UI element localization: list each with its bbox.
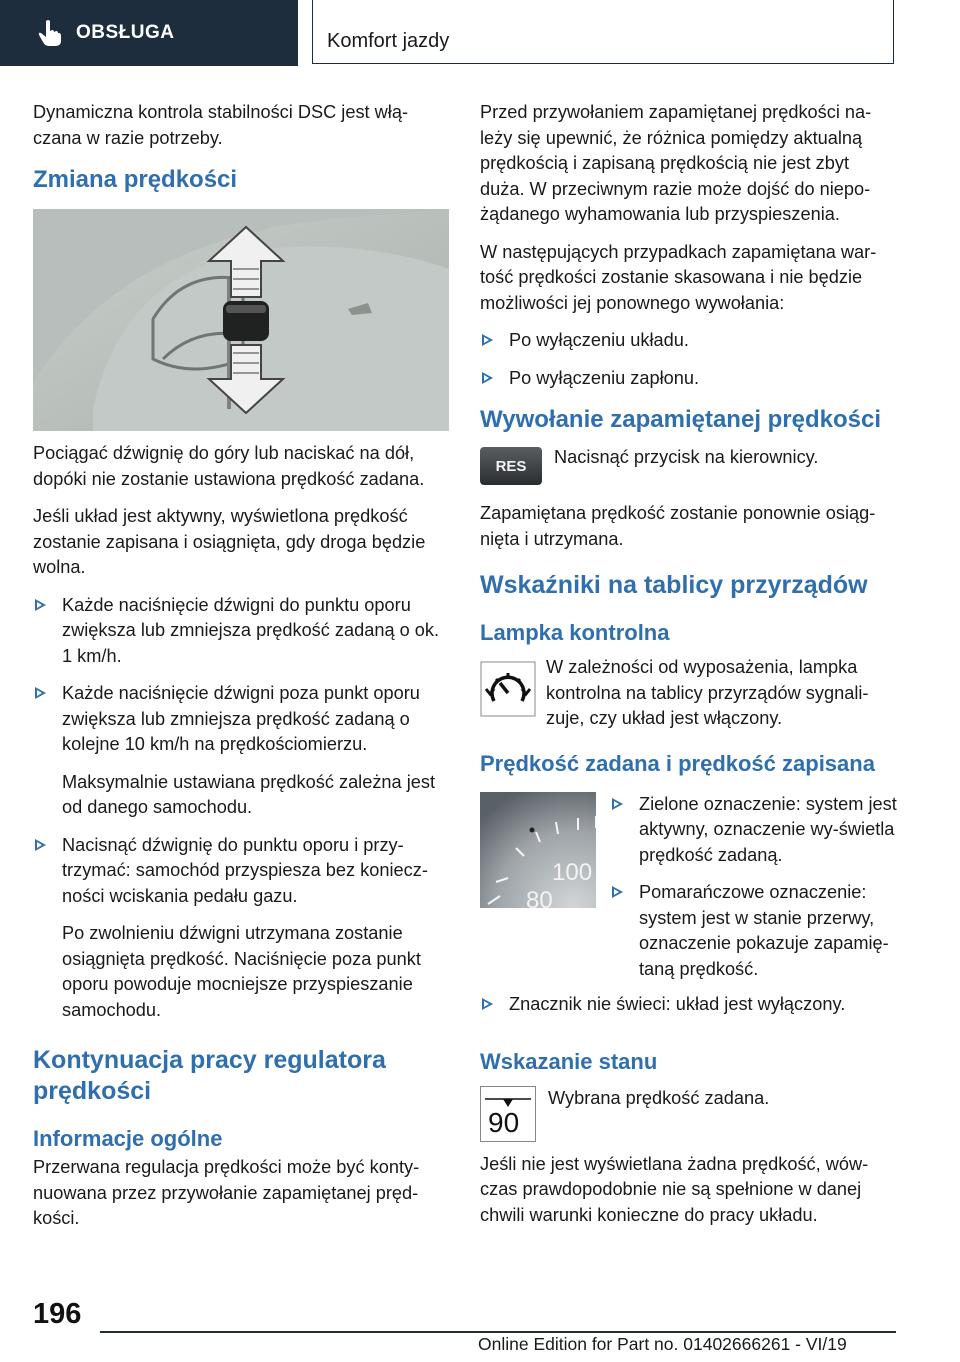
intro-paragraph: Dynamiczna kontrola stabilności DSC jest włą‐czana w razie potrzeby.	[33, 102, 409, 148]
cruise-control-lamp-icon	[480, 661, 536, 717]
heading-change-speed: Zmiana prędkości	[33, 166, 238, 193]
bullet-10kmh-note: Maksymalnie ustawiana prędkość zależna jest od danego samochodu.	[62, 771, 436, 817]
section-tab	[0, 0, 298, 66]
lamp-text: W zależności od wyposażenia, lampka kontrolna na tablicy przyrządów sygnali‐zuje, czy układ jest włączony.	[546, 657, 869, 728]
heading-general: Informacje ogólne	[33, 1126, 223, 1151]
paragraph-active: Jeśli układ jest aktywny, wyświetlona prędkość zostanie zapisana i osiągnięta, gdy droga będzie wolna.	[33, 506, 426, 577]
res-row	[480, 445, 898, 485]
hand-pointer-icon	[38, 19, 62, 47]
bullet-10kmh: Każde naciśnięcie dźwigni poza punkt oporu zwiększa lub zmniejsza prędkość zadaną o kolejne 10 km/h na prędkościomierzu.	[33, 681, 449, 758]
bullet-system-off: Po wyłączeniu układu.	[480, 328, 898, 354]
gauge-label-80: 80	[526, 886, 553, 908]
left-column	[33, 100, 449, 1244]
bullet-no-marker: Znacznik nie świeci: układ jest wyłączony.	[480, 992, 898, 1018]
status-display-icon	[480, 1086, 536, 1142]
bullet-hold-note: Po zwolnieniu dźwigni utrzymana zostanie osiągnięta prędkość. Naciśnięcie poza punkt oporu powoduje mocniejsze przyspieszanie samochodu.	[62, 923, 421, 1020]
gauge-label-100: 100	[552, 858, 593, 886]
steering-wheel-lever-image	[33, 209, 449, 431]
heading-status: Wskazanie stanu	[480, 1048, 658, 1074]
bullet-1kmh: Każde naciśnięcie dźwigni do punktu oporu zwiększa lub zmniejsza prędkość zadaną o ok. 1 km/h.	[33, 593, 449, 670]
res-button-icon	[480, 447, 542, 485]
page-number: 196	[33, 1298, 82, 1330]
heading-recall: Wywołanie zapamiętanej prędkości	[480, 406, 882, 433]
heading-continue: Kontynuacja pracy regulatora prędkości	[33, 1046, 386, 1105]
res-text: Nacisnąć przycisk na kierownicy.	[554, 447, 819, 467]
status-row	[480, 1086, 898, 1142]
paragraph-no-speed: Jeśli nie jest wyświetlana żadna prędkość, wów‐czas prawdopodobnie nie są spełnione w danej chwili warunki konieczne do pracy układu.	[480, 1153, 869, 1225]
status-speed-value: 90	[488, 1106, 520, 1138]
gauge-bullets	[610, 792, 898, 983]
paragraph-pull-lever: Pociągać dźwignię do góry lub naciskać na dół, dopóki nie zostanie ustawiona prędkość zadana.	[33, 443, 425, 489]
bullet-green: Zielone oznaczenie: system jest aktywny, oznaczenie wy‐świetla prędkość zadaną.	[610, 792, 898, 869]
bullet-ignition-off: Po wyłączeniu zapłonu.	[480, 366, 898, 392]
bullet-hold: Nacisnąć dźwignię do punktu oporu i przy‐trzymać: samochód przyspiesza bez koniecz‐ności wciskania pedału gazu.	[33, 833, 449, 910]
lamp-row	[480, 655, 898, 732]
footer-divider	[100, 1331, 896, 1333]
section-title: OBSŁUGA	[76, 22, 175, 43]
heading-indicators: Wskaźniki na tablicy przyrządów	[480, 571, 868, 599]
paragraph-before-recall: Przed przywołaniem zapamiętanej prędkości na‐leży się upewnić, że różnica pomiędzy aktualną prędkością i zapisaną prędkością nie jest zbyt duża. W przeciwnym razie może dojść do niepo‐żądanego wyhamowania lub przyspieszenia.	[480, 102, 872, 224]
paragraph-cases: W następujących przypadkach zapamiętana war‐tość prędkości zostanie skasowana i nie będzie możliwości jej ponownego wywołania:	[480, 241, 877, 313]
heading-speed: Prędkość zadana i prędkość zapisana	[480, 750, 875, 776]
status-text: Wybrana prędkość zadana.	[548, 1087, 770, 1108]
heading-lamp: Lampka kontrolna	[480, 620, 670, 645]
paragraph-recalled: Zapamiętana prędkość zostanie ponownie osiąg‐nięta i utrzymana.	[480, 503, 876, 549]
right-column	[480, 100, 898, 1240]
edition-note: Online Edition for Part no. 01402666261 - VI/19	[478, 1334, 847, 1354]
speedometer-gauge-image	[480, 792, 596, 908]
gauge-row	[480, 792, 898, 983]
bullet-orange: Pomarańczowe oznaczenie: system jest w stanie przerwy, oznaczenie pokazuje zapamię‐taną prędkość.	[610, 880, 898, 982]
paragraph-general: Przerwana regulacja prędkości może być konty‐nuowana przez przywołanie zapamiętanej pręd‐kości.	[33, 1157, 420, 1228]
chapter-tab	[312, 0, 894, 64]
chapter-title: Komfort jazdy	[327, 30, 450, 52]
res-label: RES	[495, 457, 527, 475]
